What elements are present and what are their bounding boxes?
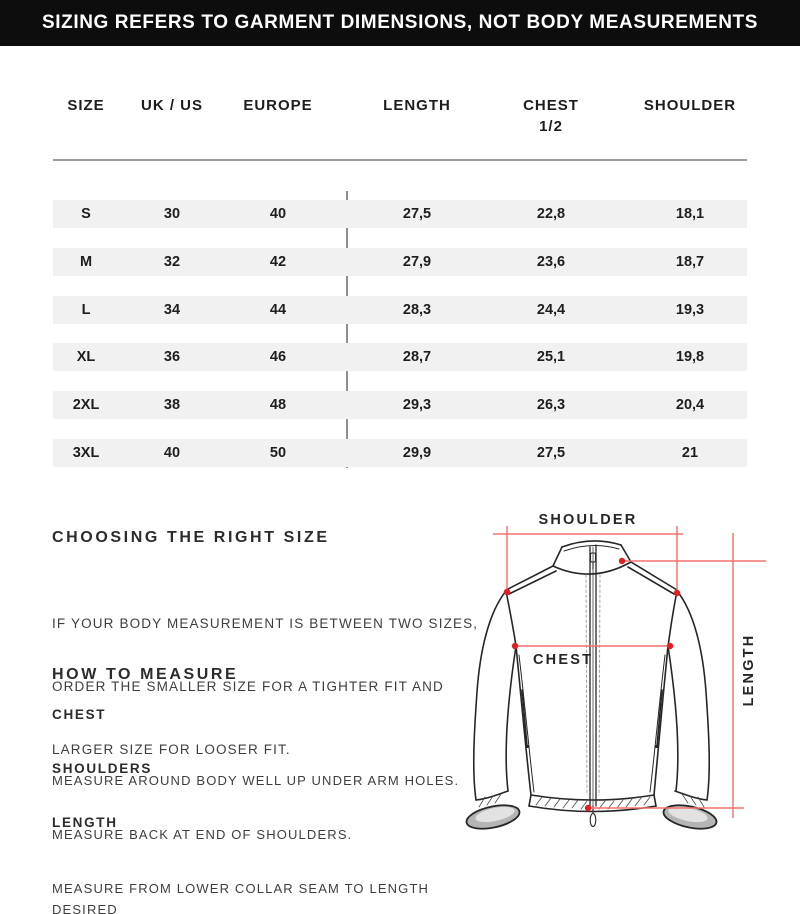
cell-chest: 24,4 bbox=[536, 302, 566, 318]
table-row-2xl bbox=[53, 391, 747, 419]
hem-dot bbox=[585, 805, 591, 811]
cell-length: 29,9 bbox=[402, 445, 432, 461]
jacket-illustration bbox=[464, 541, 718, 833]
cell-uk-us: 34 bbox=[163, 302, 181, 318]
table-row-l bbox=[53, 296, 747, 324]
cell-length: 28,3 bbox=[402, 302, 432, 318]
cell-uk-us: 40 bbox=[163, 445, 181, 461]
size-table-header bbox=[53, 95, 747, 141]
choosing-size-line: ORDER THE SMALLER SIZE FOR A TIGHTER FIT AND bbox=[52, 679, 444, 694]
cell-shoulder: 19,8 bbox=[675, 349, 705, 365]
cell-shoulder: 18,1 bbox=[675, 206, 705, 222]
chest-diagram-label: CHEST bbox=[533, 652, 594, 668]
cell-chest: 26,3 bbox=[536, 397, 566, 413]
cell-europe: 40 bbox=[269, 206, 287, 222]
cell-length: 27,9 bbox=[402, 254, 432, 270]
chest-right-dot bbox=[667, 643, 673, 649]
column-header-uk-us: UK / US bbox=[140, 97, 204, 114]
cell-shoulder: 20,4 bbox=[675, 397, 705, 413]
measurement-dots bbox=[504, 558, 680, 811]
jacket-measurement-diagram bbox=[448, 498, 800, 914]
measure-item-length-name: LENGTH bbox=[52, 815, 118, 830]
cell-uk-us: 32 bbox=[163, 254, 181, 270]
cell-size: L bbox=[81, 302, 91, 318]
cell-chest: 23,6 bbox=[536, 254, 566, 270]
cell-europe: 44 bbox=[269, 302, 287, 318]
cell-europe: 42 bbox=[269, 254, 287, 270]
chest-left-dot bbox=[512, 643, 518, 649]
measure-item-shoulders-name: SHOULDERS bbox=[52, 761, 153, 776]
cell-size: 3XL bbox=[72, 445, 100, 461]
cell-chest: 25,1 bbox=[536, 349, 566, 365]
measurement-lines bbox=[493, 526, 766, 818]
measure-item-length-desc: MEASURE FROM LOWER COLLAR SEAM TO LENGTH DESIRED bbox=[52, 881, 430, 914]
cell-shoulder: 21 bbox=[681, 445, 699, 461]
how-to-measure-title: HOW TO MEASURE bbox=[52, 666, 239, 683]
table-row-xl bbox=[53, 343, 747, 371]
table-column-divider bbox=[346, 191, 348, 468]
column-header-shoulder: SHOULDER bbox=[643, 97, 737, 114]
table-header-rule bbox=[53, 159, 747, 161]
cell-europe: 46 bbox=[269, 349, 287, 365]
cell-chest: 22,8 bbox=[536, 206, 566, 222]
measure-item-chest-desc: MEASURE AROUND BODY WELL UP UNDER ARM HOLES. bbox=[52, 773, 460, 788]
disclaimer-banner bbox=[0, 0, 800, 46]
column-header-europe: EUROPE bbox=[243, 97, 313, 114]
cell-size: XL bbox=[76, 349, 96, 365]
cell-shoulder: 18,7 bbox=[675, 254, 705, 270]
cell-size: 2XL bbox=[72, 397, 100, 413]
choosing-size-line: LARGER SIZE FOR LOOSER FIT. bbox=[52, 742, 291, 757]
cell-uk-us: 30 bbox=[163, 206, 181, 222]
column-header-length: LENGTH bbox=[383, 97, 451, 114]
length-diagram-label: LENGTH bbox=[741, 633, 757, 707]
table-row-s bbox=[53, 200, 747, 228]
column-header-chest: CHEST 1/2 bbox=[523, 97, 579, 135]
cell-size: S bbox=[81, 206, 91, 222]
shoulder-right-dot bbox=[674, 590, 680, 596]
cell-shoulder: 19,3 bbox=[675, 302, 705, 318]
cell-uk-us: 36 bbox=[163, 349, 181, 365]
cell-length: 27,5 bbox=[402, 206, 432, 222]
shoulder-diagram-label: SHOULDER bbox=[538, 512, 638, 528]
choosing-size-title: CHOOSING THE RIGHT SIZE bbox=[52, 529, 330, 546]
cell-size: M bbox=[79, 254, 93, 270]
cell-chest: 27,5 bbox=[536, 445, 566, 461]
collar-seam-dot bbox=[619, 558, 625, 564]
table-row-m bbox=[53, 248, 747, 276]
table-row-3xl bbox=[53, 439, 747, 467]
cell-uk-us: 38 bbox=[163, 397, 181, 413]
cell-length: 29,3 bbox=[402, 397, 432, 413]
cell-europe: 50 bbox=[269, 445, 287, 461]
shoulder-left-dot bbox=[504, 589, 510, 595]
choosing-size-line: IF YOUR BODY MEASUREMENT IS BETWEEN TWO SIZES, bbox=[52, 616, 479, 631]
disclaimer-text: SIZING REFERS TO GARMENT DIMENSIONS, NOT BODY MEASUREMENTS bbox=[41, 12, 759, 33]
cell-length: 28,7 bbox=[402, 349, 432, 365]
column-header-size: SIZE bbox=[67, 97, 105, 114]
measure-item-chest-name: CHEST bbox=[52, 707, 107, 722]
cell-europe: 48 bbox=[269, 397, 287, 413]
measure-item-shoulders-desc: MEASURE BACK AT END OF SHOULDERS. bbox=[52, 827, 353, 842]
